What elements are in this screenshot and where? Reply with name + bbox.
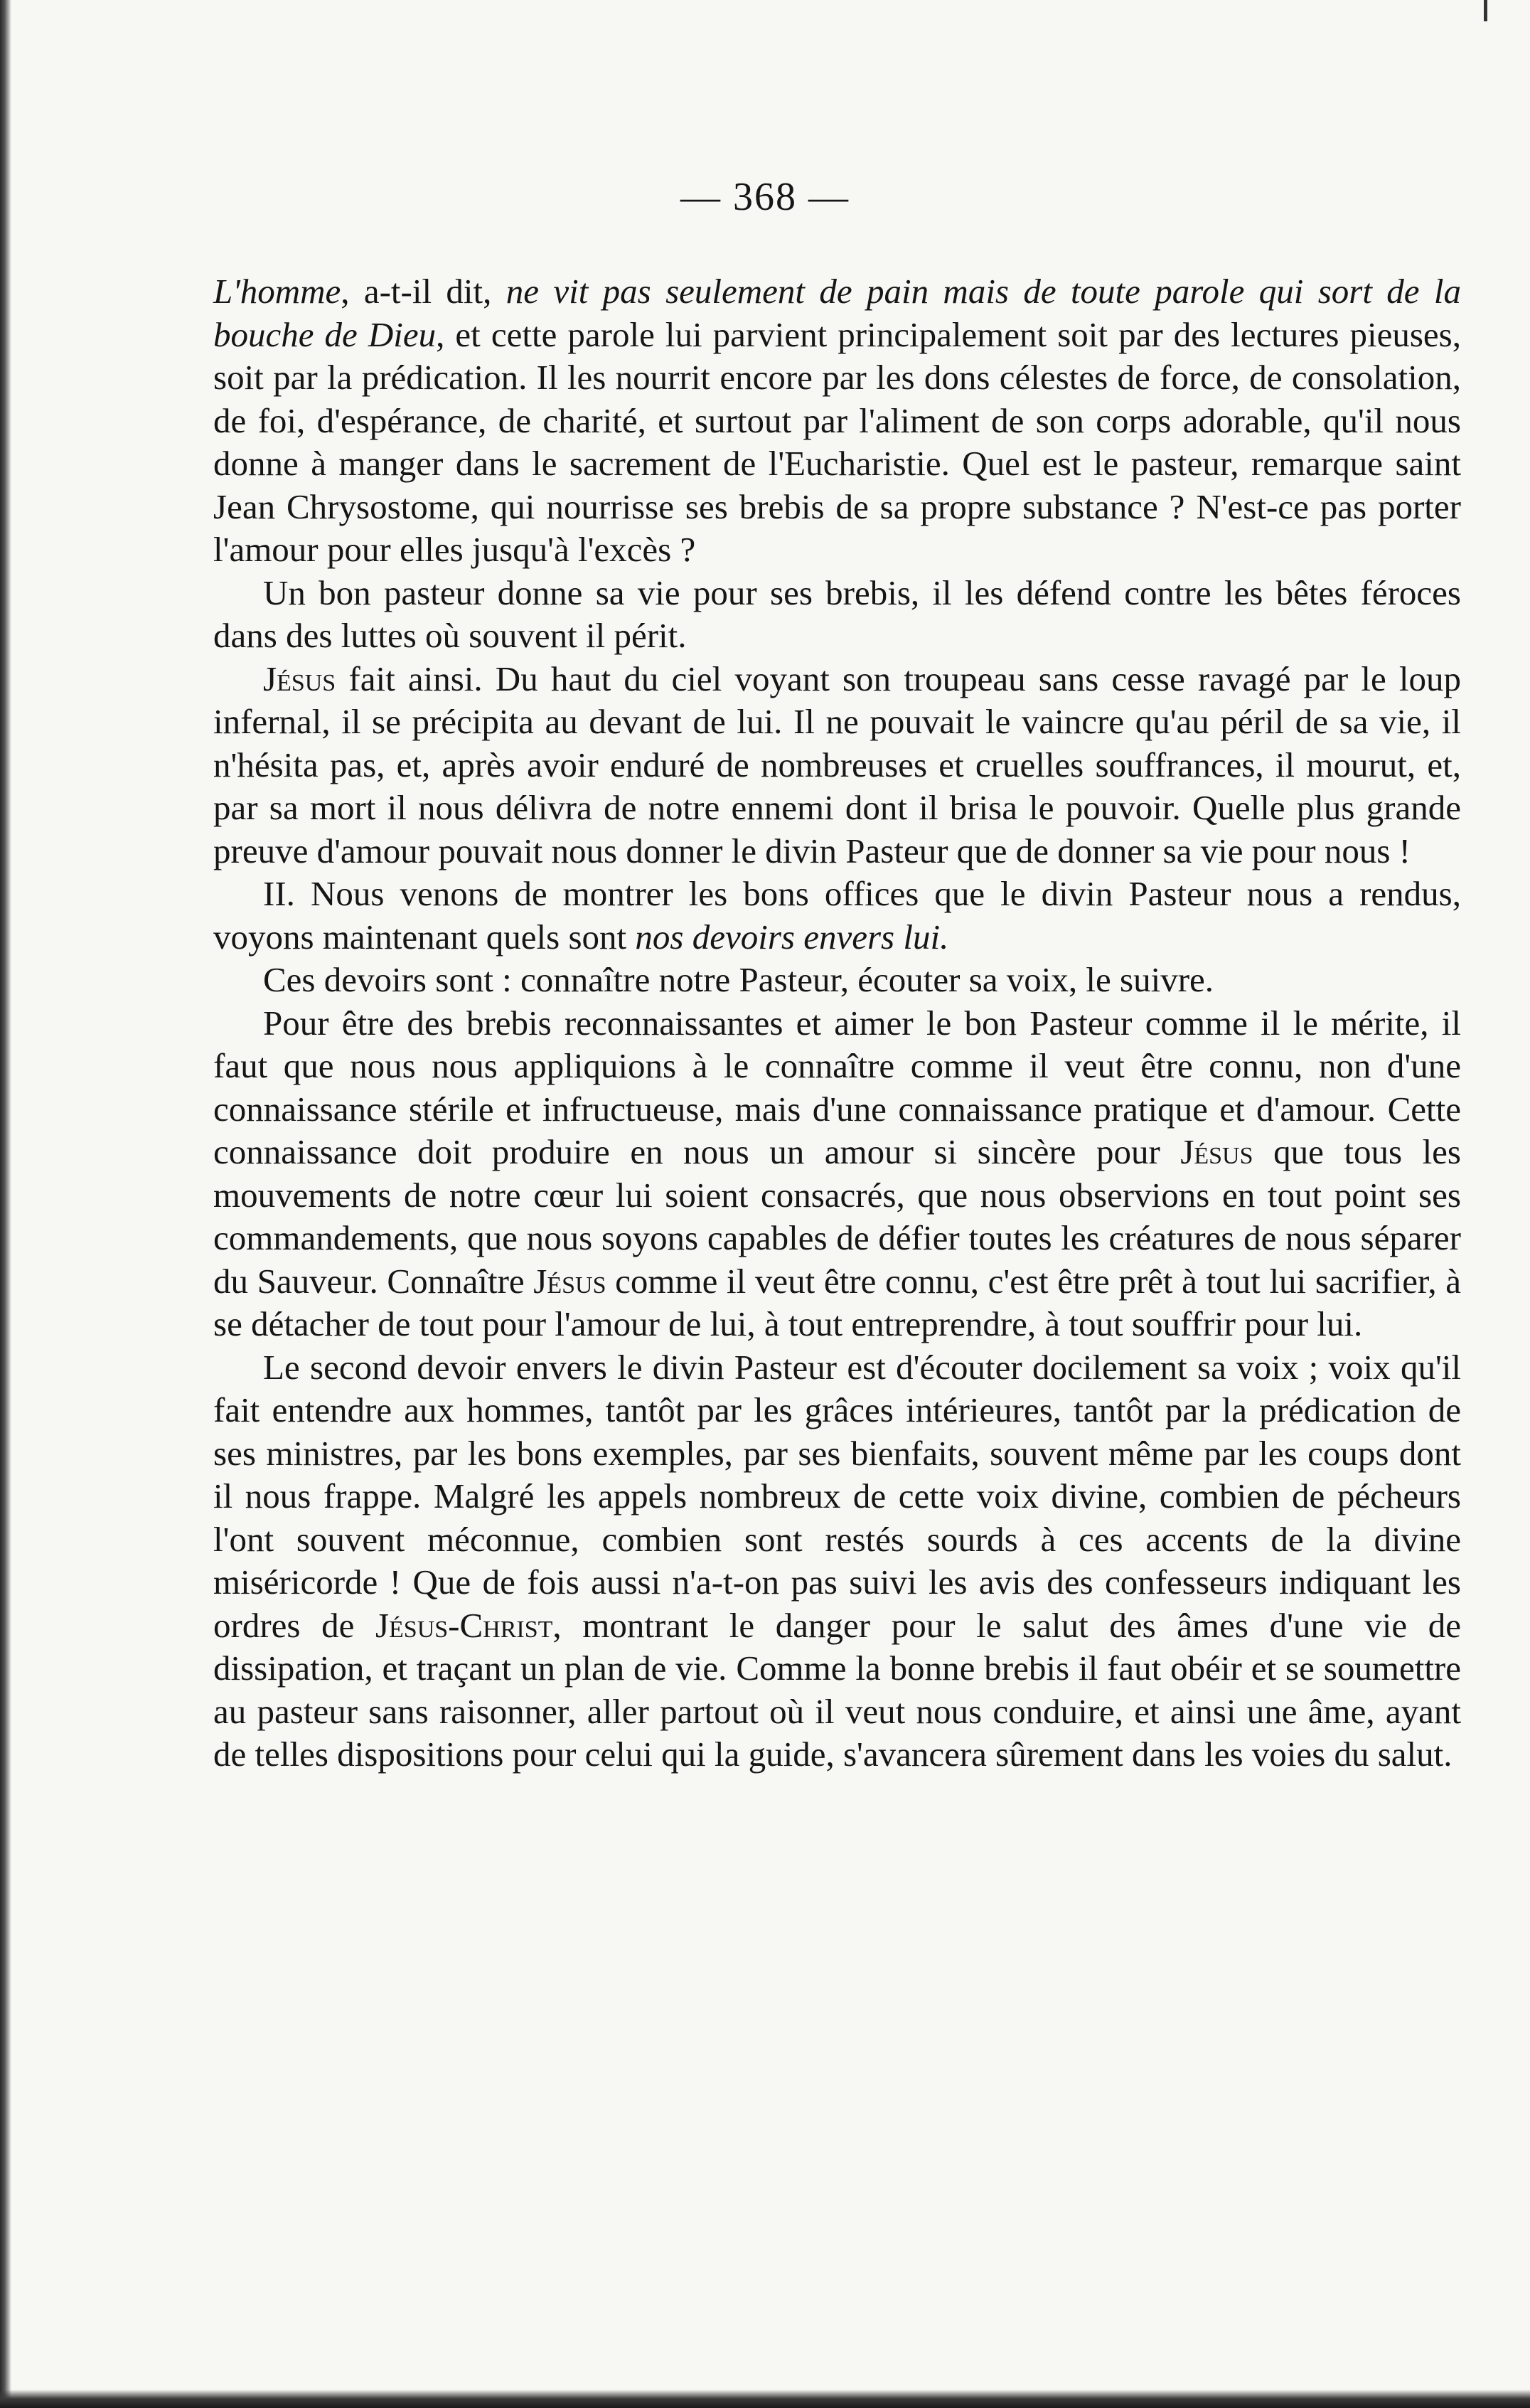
text-segment: II. Nous venons de montrer les bons offices que le divin Pasteur nous a rendus, voyons maintenant quels sont	[213, 874, 1461, 957]
text-segment: Ces devoirs sont : connaître notre Pasteur, écouter sa voix, le suivre.	[263, 960, 1214, 999]
scan-speck	[1484, 0, 1487, 21]
paragraph	[213, 270, 1461, 572]
text-segment: Un bon pasteur donne sa vie pour ses brebis, il les défend contre les bêtes féroces dans des luttes où souvent il périt.	[213, 572, 1461, 655]
paragraph	[213, 959, 1461, 1002]
bottom-page-edge	[0, 2390, 1530, 2408]
text-segment: , a-t-il dit,	[341, 272, 506, 311]
text-segment: comme il veut être connu, c'est être prêt à tout lui sacrifier, à se détacher de tout pour l'amour de lui, à tout entreprendre, à tout souffrir pour lui.	[213, 1261, 1461, 1343]
text-segment: , et cette parole lui parvient principalement soit par des lectures pieuses, soit par la prédication. Il les nourrit encore par les dons célestes de force, de consolation, de foi, d'espérance, de charité, et surtout par l'aliment de son corps adorable, qu'il nous donne à manger dans le sacrement de l'Eucharistie. Quel est le pasteur, remarque saint Jean Chrysostome, qui nourrisse ses brebis de sa propre substance ? N'est-ce pas porter l'amour pour elles jusqu'à l'excès ?	[213, 314, 1462, 569]
left-page-edge	[0, 0, 11, 2408]
text-body	[213, 270, 1461, 1776]
small-caps-text: Jésus	[1180, 1132, 1253, 1171]
text-segment: que tous les mouvements de notre cœur lui soient consacrés, que nous observions en tout point ses commandements, que nous soyons capables de défier toutes les créatures de nous séparer du Sauveur. Connaître	[213, 1132, 1461, 1301]
small-caps-text: Jésus-Christ	[375, 1605, 553, 1645]
italic-text: ne vit pas seulement de pain mais de toute parole qui sort de la bouche de Dieu	[213, 272, 1462, 354]
italic-text: L'homme	[213, 272, 341, 311]
text-segment: , montrant le danger pour le salut des âmes d'une vie de dissipation, et traçant un plan de vie. Comme la bonne brebis il faut obéir et se soumettre au pasteur sans raisonner, aller partout où il veut nous conduire, et ainsi une âme, ayant de telles dispositions pour celui qui la guide, s'avancera sûrement dans les voies du salut.	[213, 1605, 1461, 1774]
paragraph	[213, 572, 1461, 658]
small-caps-text: Jésus	[533, 1261, 606, 1301]
text-segment: Le second devoir envers le divin Pasteur est d'écouter docilement sa voix ; voix qu'il fait entendre aux hommes, tantôt par les grâces intérieures, tantôt par la prédication de ses ministres, par les bons exemples, par ses bienfaits, souvent même par les coups dont il nous frappe. Malgré les appels nombreux de cette voix divine, combien de pécheurs l'ont souvent méconnue, combien sont restés sourds à ces accents de la divine miséricorde ! Que de fois aussi n'a-t-on pas suivi les avis des confesseurs indiquant les ordres de	[213, 1347, 1461, 1645]
text-segment: Pour être des brebis reconnaissantes et aimer le bon Pasteur comme il le mérite, il faut que nous nous appliquions à le connaître comme il veut être connu, non d'une connaissance stérile et infructueuse, mais d'une connaissance pratique et d'amour. Cette connaissance doit produire en nous un amour si sincère pour	[213, 1003, 1461, 1171]
page-number: — 368 —	[680, 175, 850, 219]
paragraph	[213, 658, 1461, 873]
paragraph	[213, 1002, 1461, 1346]
paragraph	[213, 1346, 1461, 1776]
paragraph	[213, 873, 1461, 959]
italic-text: nos devoirs envers lui.	[635, 917, 949, 957]
text-segment: fait ainsi. Du haut du ciel voyant son troupeau sans cesse ravagé par le loup infernal, il se précipita au devant de lui. Il ne pouvait le vaincre qu'au péril de sa vie, il n'hésita pas, et, après avoir enduré de nombreuses et cruelles souffrances, il mourut, et, par sa mort il nous délivra de notre ennemi dont il brisa le pouvoir. Quelle plus grande preuve d'amour pouvait nous donner le divin Pasteur que de donner sa vie pour nous !	[213, 659, 1461, 870]
small-caps-text: Jésus	[263, 659, 336, 698]
